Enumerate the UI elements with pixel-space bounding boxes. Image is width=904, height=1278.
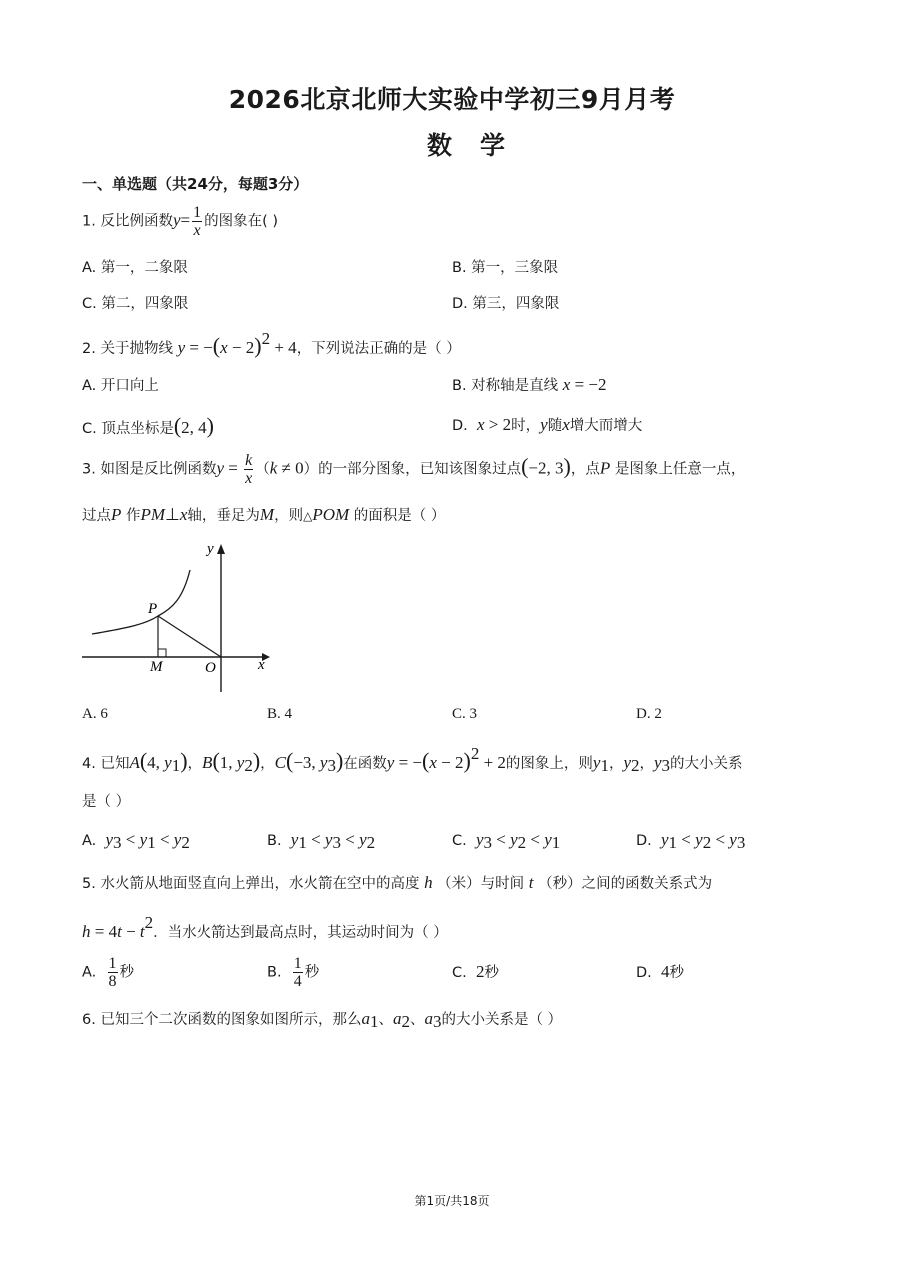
q1-suffix: 的图象在( )	[204, 213, 279, 230]
page-footer: 第1页/共18页	[414, 1194, 490, 1208]
q2-option-a: A. 开口向上	[82, 378, 159, 394]
label-m: M	[150, 659, 163, 675]
question-1: 1. 反比例函数y= $\frac{1}{x}$ 的图象在( )	[82, 204, 279, 239]
question-4-line-2: 是（ ）	[82, 794, 131, 810]
q3-option-c: C. 3	[452, 706, 478, 722]
question-5-line-2: $h = 4t - t^2$．当水火箭达到最高点时，其运动时间为（ ）	[82, 913, 448, 941]
q1-option-b: B. 第一，三象限	[452, 260, 559, 276]
q4-option-a: A. $y_3 < y_1 < y_2$	[82, 830, 190, 852]
question-3-line-1: 3. 如图是反比例函数y = $\frac{k}{x}$ （k ≠ 0）的一部分图象，已知该图象过点(−2, 3)，点P 是图象上任意一点，	[82, 452, 746, 487]
question-6: 6. 已知三个二次函数的图象如图所示，那么$a_1$、$a_2$、$a_3$的大小关系是（ ）	[82, 1009, 563, 1031]
q2-option-c: C. 顶点坐标是(2, 4)	[82, 413, 214, 438]
q4-option-c: C. $y_3 < y_2 < y_1$	[452, 830, 561, 852]
subject-title: 数学	[426, 131, 533, 160]
q3-fraction: $\frac{k}{x}$	[245, 452, 253, 487]
q5-option-a: A. $\frac{1}{8}$ 秒	[82, 955, 134, 990]
segment-po	[158, 616, 221, 657]
label-x: x	[258, 657, 265, 673]
q2-prefix: 2. 关于抛物线	[82, 341, 173, 357]
section-heading: 一、单选题（共24分，每题3分）	[82, 175, 309, 193]
q3-option-b: B. 4	[267, 706, 293, 722]
q2-option-d: D. x > 2时，y随x增大而增大	[452, 415, 643, 434]
q3-option-d: D. 2	[636, 706, 662, 722]
q5-option-d: D. 4秒	[636, 962, 684, 981]
q4-option-d: D. $y_1 < y_2 < y_3$	[636, 830, 746, 852]
label-p: P	[148, 601, 158, 617]
q5-option-c: C. 2秒	[452, 962, 499, 981]
q1-option-c: C. 第二，四象限	[82, 296, 189, 312]
q4-option-b: B. $y_1 < y_3 < y_2$	[267, 830, 376, 852]
question-5-line-1: 5. 水火箭从地面竖直向上弹出，水火箭在空中的高度 h （米）与时间 t （秒）之间的函数关系式为	[82, 873, 713, 892]
label-y: y	[207, 541, 214, 557]
label-o: O	[205, 660, 216, 676]
question-3-line-2: 过点P 作PM⊥x轴，垂足为M，则△POM 的面积是（ ）	[82, 505, 446, 524]
q2-suffix: ，下列说法正确的是（ ）	[296, 341, 461, 357]
q1-fraction: $\frac{1}{x}$	[193, 204, 202, 239]
q1-prefix: 1. 反比例函数	[82, 213, 173, 230]
q1-option-d: D. 第三，四象限	[452, 296, 560, 312]
q1-formula: y	[172, 210, 181, 230]
q2-option-b: B. 对称轴是直线 x = −2	[452, 375, 607, 394]
hyperbola-curve	[92, 570, 190, 634]
y-axis-arrow	[217, 544, 225, 554]
question-4-line-1: 4. 已知A(4, $y_1$)，B(1, $y_2$)，C(−3, $y_3$)在函数$y = -(x - 2)^2 + 2$的图象上，则$y_1$，$y_2$，$y_3$的大小关系	[82, 744, 743, 775]
q3-figure	[78, 536, 278, 696]
q2-formula: $y = -(x - 2)^2 + 4$	[177, 329, 297, 358]
q5-option-b: B. $\frac{1}{4}$ 秒	[267, 955, 320, 990]
q3-option-a: A. 6	[82, 706, 108, 722]
q1-option-a: A. 第一，二象限	[82, 260, 188, 276]
question-2	[82, 329, 461, 359]
page-title: 2026北京北师大实验中学初三9月月考	[228, 85, 676, 114]
right-angle-mark	[158, 649, 166, 657]
